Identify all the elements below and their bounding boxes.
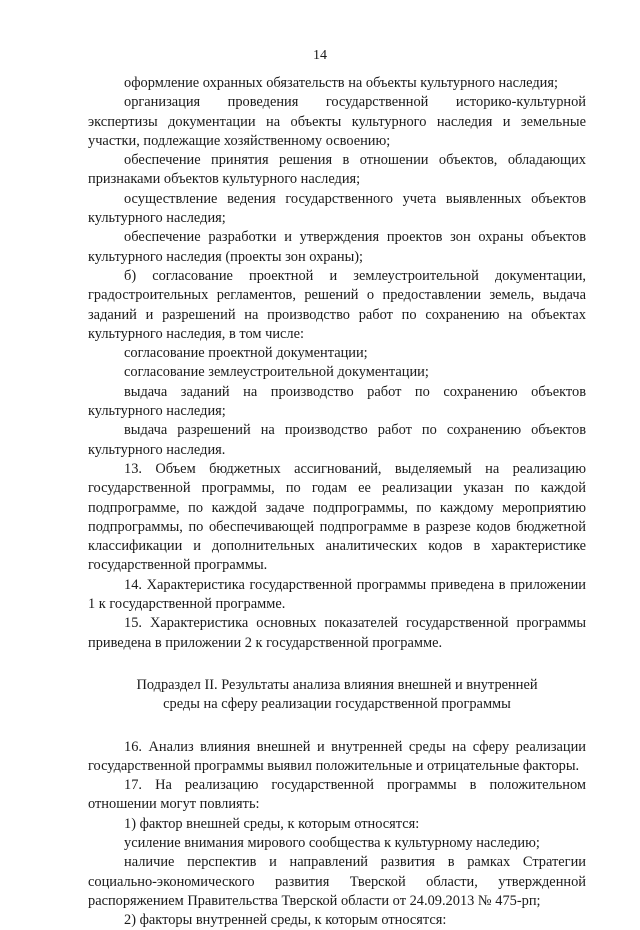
paragraph: 2) факторы внутренней среды, к которым относятся: [124,912,447,929]
paragraph: 1) фактор внешней среды, к которым относятся: [124,815,420,832]
paragraph: 13. Объем бюджетных ассигнований, выделяемый на реализацию государственной программы, по годам ее реализации указан по каждой подпрограмме, по каждой задаче подпрограммы, по каждому мероприятию подпрограммы, по обеспечивающей подпрограмме в разрезе кодов бюджетной классификации и дополнительных аналитических кодов в характеристике государственной программы. [88,460,586,574]
paragraph: усиление внимания мирового сообщества к культурному наследию; [124,834,540,851]
paragraph: согласование проектной документации; [124,345,368,362]
paragraph: организация проведения государственной историко-культурной экспертизы документации на объекты культурного наследия и земельные участки, подлежащие хозяйственному освоению; [88,94,586,149]
paragraph: обеспечение разработки и утверждения проектов зон охраны объектов культурного наследия (проекты зон охраны); [88,229,586,265]
paragraph: выдача разрешений на производство работ по сохранению объектов культурного наследия. [88,422,586,458]
paragraph: оформление охранных обязательств на объекты культурного наследия; [124,75,558,91]
document-body [88,74,586,930]
paragraph: б) согласование проектной и землеустроительной документации, градостроительных регламентов, решений о предоставлении земель, выдача заданий и разрешений на производство работ по сохранению на объектах культурного наследия, в том числе: [88,267,586,342]
paragraph: 17. На реализацию государственной программы в положительном отношении могут повлиять: [88,777,586,813]
section-heading [88,676,586,715]
paragraph: наличие перспектив и направлений развития в рамках Стратегии социально-экономического развития Тверской области, утвержденной распоряжением Правительства Тверской области от 24.09.2013 № 475-рп; [88,854,586,909]
paragraph: 15. Характеристика основных показателей государственной программы приведена в приложении 2 к государственной программе. [88,615,586,651]
paragraph: обеспечение принятия решения в отношении объектов, обладающих признаками объектов культурного наследия; [88,152,586,188]
paragraph: 16. Анализ влияния внешней и внутренней среды на сферу реализации государственной программы выявил положительные и отрицательные факторы. [88,738,586,774]
page-number: 14 [313,48,327,63]
paragraph: согласование землеустроительной документации; [124,364,429,381]
paragraph: выдача заданий на производство работ по сохранению объектов культурного наследия; [88,383,586,420]
section-heading-line: Подраздел II. Результаты анализа влияния внешней и внутренней [136,676,538,693]
section-heading-line: среды на сферу реализации государственной программы [163,696,511,713]
paragraph: 14. Характеристика государственной программы приведена в приложении 1 к государственной программе. [88,576,586,613]
paragraph: осуществление ведения государственного учета выявленных объектов культурного наследия; [88,190,586,227]
